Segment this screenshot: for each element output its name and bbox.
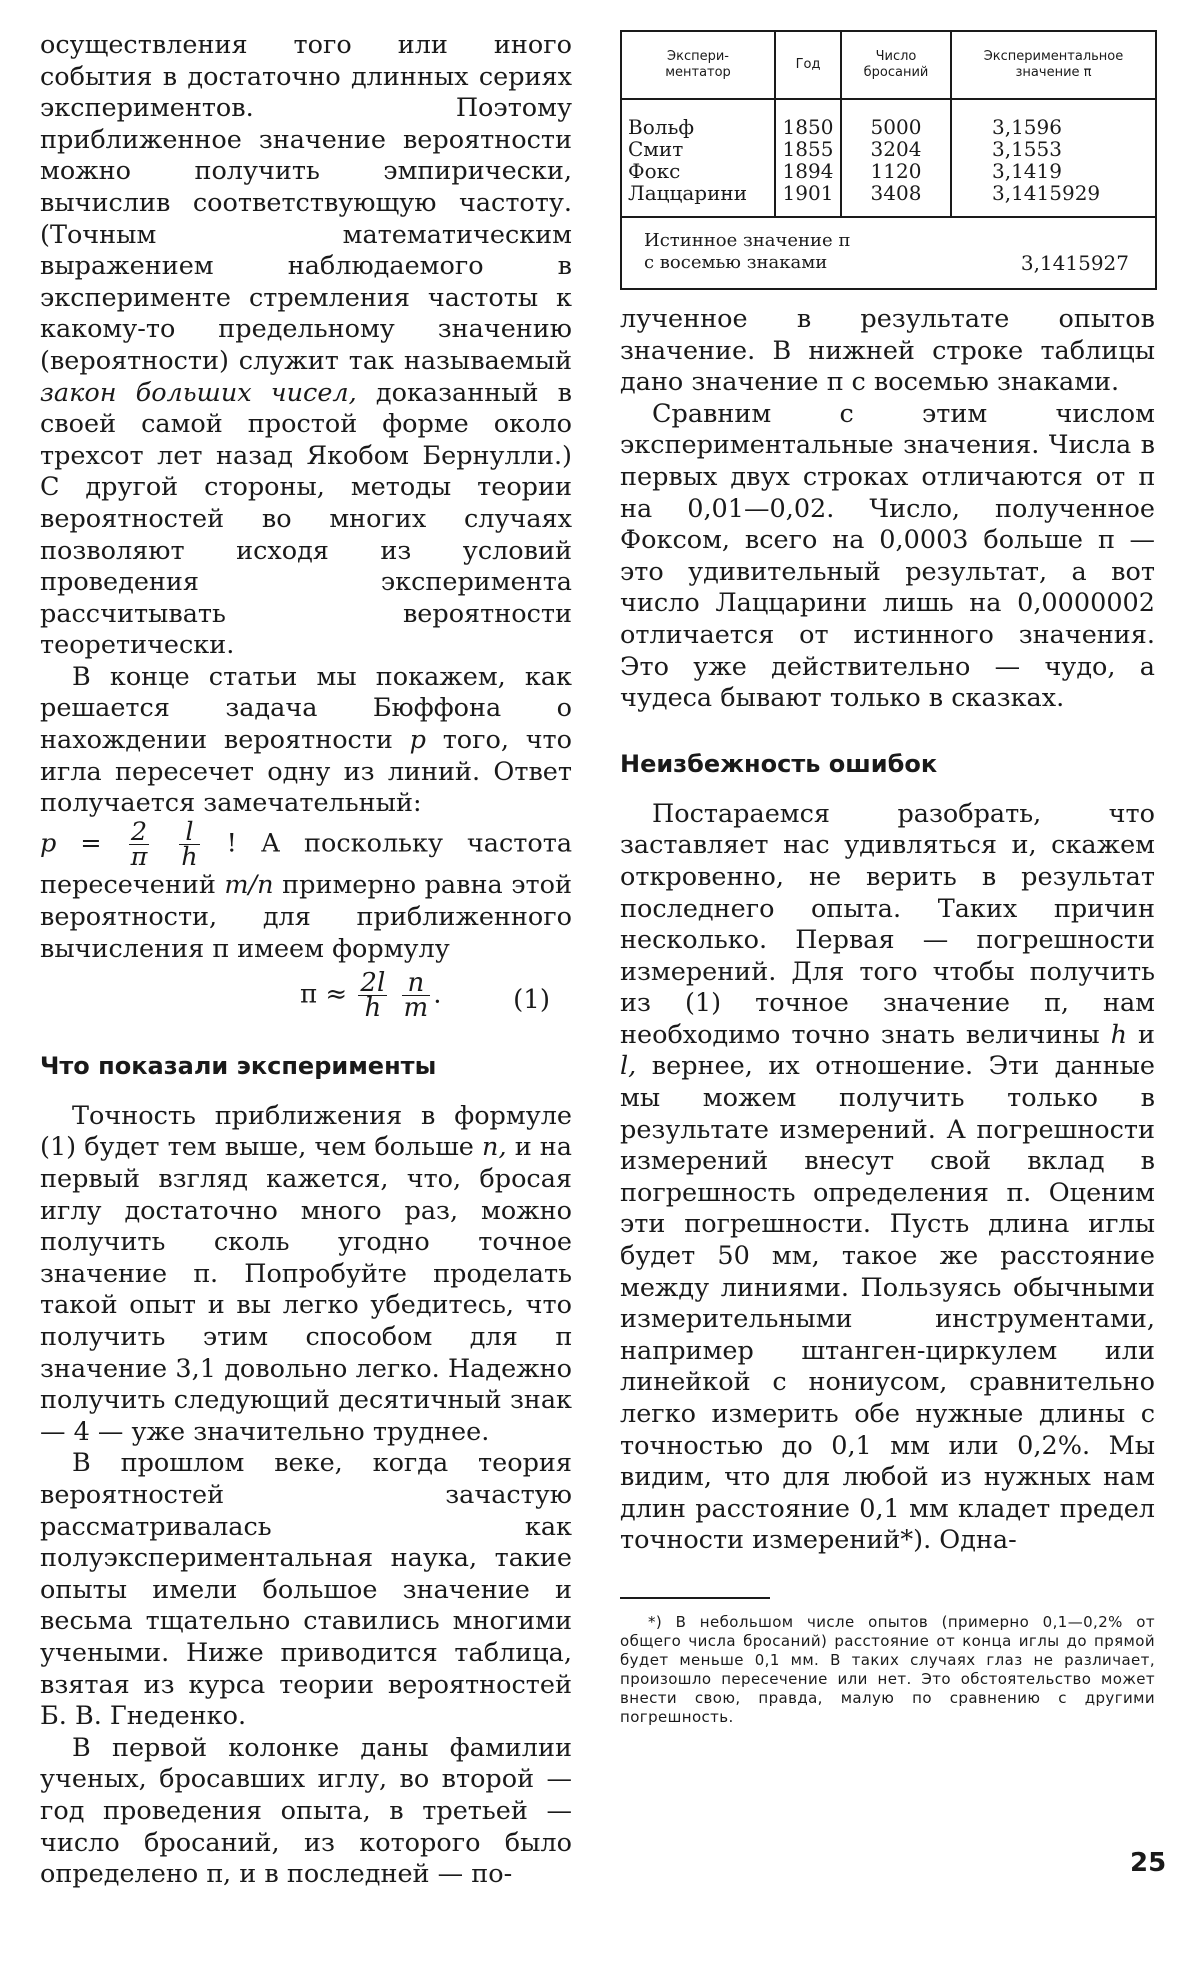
section-heading: Неизбежность ошибок [620, 749, 938, 778]
table-row: Лаццарини 1901 3408 3,1415929 [622, 182, 1155, 216]
paragraph: Сравним с этим числом экспериментальные значения. Числа в первых двух строках отличаются от π на 0,01—0,02. Число, полученное Фоксом, всего на 0,0003 больше π — это удивительный результат, а вот число Лаццарини лишь на 0,0000002 отличается от истинного значения. Это уже действительно — чудо, а чудеса бывают только в сказках. [620, 398, 1155, 714]
page-number: 25 [1130, 1848, 1167, 1878]
table-row: Фокс 1894 1120 3,1419 [622, 160, 1155, 182]
paragraph: В первой колонке даны фамилии ученых, бросавших иглу, во второй — год проведения опыта, в третьей — число бросаний, из которого было определено π, и в последней — по- [40, 1732, 572, 1890]
table-row: Вольф 1850 5000 3,1596 [622, 99, 1155, 138]
fraction: $\frac{2l}{h}$ [360, 967, 386, 1023]
formula-1: π ≈ $\frac{2l}{h}$ $\frac{n}{m}$ . (1) [300, 967, 550, 1023]
left-column [40, 30, 572, 1891]
paragraph: В конце статьи мы покажем, как решается задача Бюффона о нахождении вероятности p того, что игла пересечет одну из линий. Ответ получается замечательный: [40, 661, 573, 819]
fraction: $\frac{2}{\pi}$ [130, 816, 148, 872]
footnote-divider [620, 1597, 770, 1599]
footnote: *) В небольшом числе опытов (примерно 0,1—0,2% от общего числа бросаний) расстояние от конца иглы до прямой будет меньше 0,1 мм. В таких случаях глаз не различает, произошло пересечение или нет. Это обстоятельство может внести свою, правда, малую по сравнению с другими погрешность. [620, 1612, 1155, 1726]
fraction: $\frac{l}{h}$ [181, 816, 198, 872]
table-row: Смит 1855 3204 3,1553 [622, 138, 1155, 160]
table-header: Число бросаний [841, 32, 951, 99]
fraction: $\frac{n}{m}$ [403, 967, 429, 1023]
paragraph: Точность приближения в формуле (1) будет тем выше, чем больше n, и на первый взгляд кажется, что, бросая иглу достаточно много раз, можно получить сколь угодно точное значение π. Попробуйте проделать такой опыт и вы легко убедитесь, что получить этим способом для π значение 3,1 довольно легко. Надежно получить следующий десятичный знак — 4 — уже значительно труднее. [40, 1100, 572, 1447]
paragraph: осуществления того или иного события в достаточно длинных сериях экспериментов. Поэтому приближенное значение вероятности можно получить эмпирически, вычислив соответствующую частоту. (Точным математическим выражением наблюдаемого в эксперименте стремления частоты к какому-то предельному значению (вероятности) служит так называемый закон больших чисел, доказанный в своей самой простой форме около трехсот лет назад Якобом Бернулли.) С другой стороны, методы теории вероятностей во многих случаях позволяют исходя из условий проведения эксперимента рассчитывать вероятности теоретически. [40, 30, 572, 661]
right-column [620, 30, 1155, 1727]
true-value-label: Истинное значение π [644, 230, 851, 251]
equation-number: (1) [513, 984, 550, 1015]
paragraph: В прошлом веке, когда теория вероятностей зачастую рассматривалась как полуэкспериментальная наука, такие опыты имели большое значение и весьма тщательно ставились многими учеными. Ниже приводится таблица, взятая из курса теории вероятностей Б. В. Гнеденко. [40, 1448, 572, 1732]
section-heading: Что показали эксперименты [40, 1051, 437, 1080]
paragraph: лученное в результате опытов значение. В нижней строке таблицы дано значение π с восемью знаками. [620, 304, 1155, 398]
results-table [620, 30, 1157, 290]
paragraph: Постараемся разобрать, что заставляет нас удивляться и, скажем откровенно, не верить в результат последнего опыта. Таких причин несколько. Первая — погрешности измерений. Для того чтобы получить из (1) точное значение π, нам необходимо точно знать величины h и l, вернее, их отношение. Эти данные мы можем получить только в результате измерений. А погрешности измерений внесут свой вклад в погрешность определения π. Оценим эти погрешности. Пусть длина иглы будет 50 мм, такое же расстояние между линиями. Пользуясь обычными измерительными инструментами, например штанген-циркулем или линейкой с нониусом, сравнительно легко измерить обе нужные длины с точностью до 0,1 мм или 0,2%. Мы видим, что для любой из нужных нам длин расстояние 0,1 мм кладет предел точности измерений*). Одна- [620, 798, 1156, 1556]
true-value-row [622, 216, 1155, 288]
table-header: Экспериментальное значение π [951, 32, 1155, 99]
inline-answer: p = $\frac{2}{\pi}$ $\frac{l}{h}$ ! А поскольку частота пересечений m/n примерно равна этой вероятности, для приближенного вычисления π имеем формулу [40, 816, 573, 964]
table-header: Экспери- ментатор [622, 32, 775, 99]
table-header: Год [775, 32, 841, 99]
true-value: 3,1415927 [1020, 251, 1129, 275]
true-value-label: с восемью знаками [644, 252, 828, 273]
